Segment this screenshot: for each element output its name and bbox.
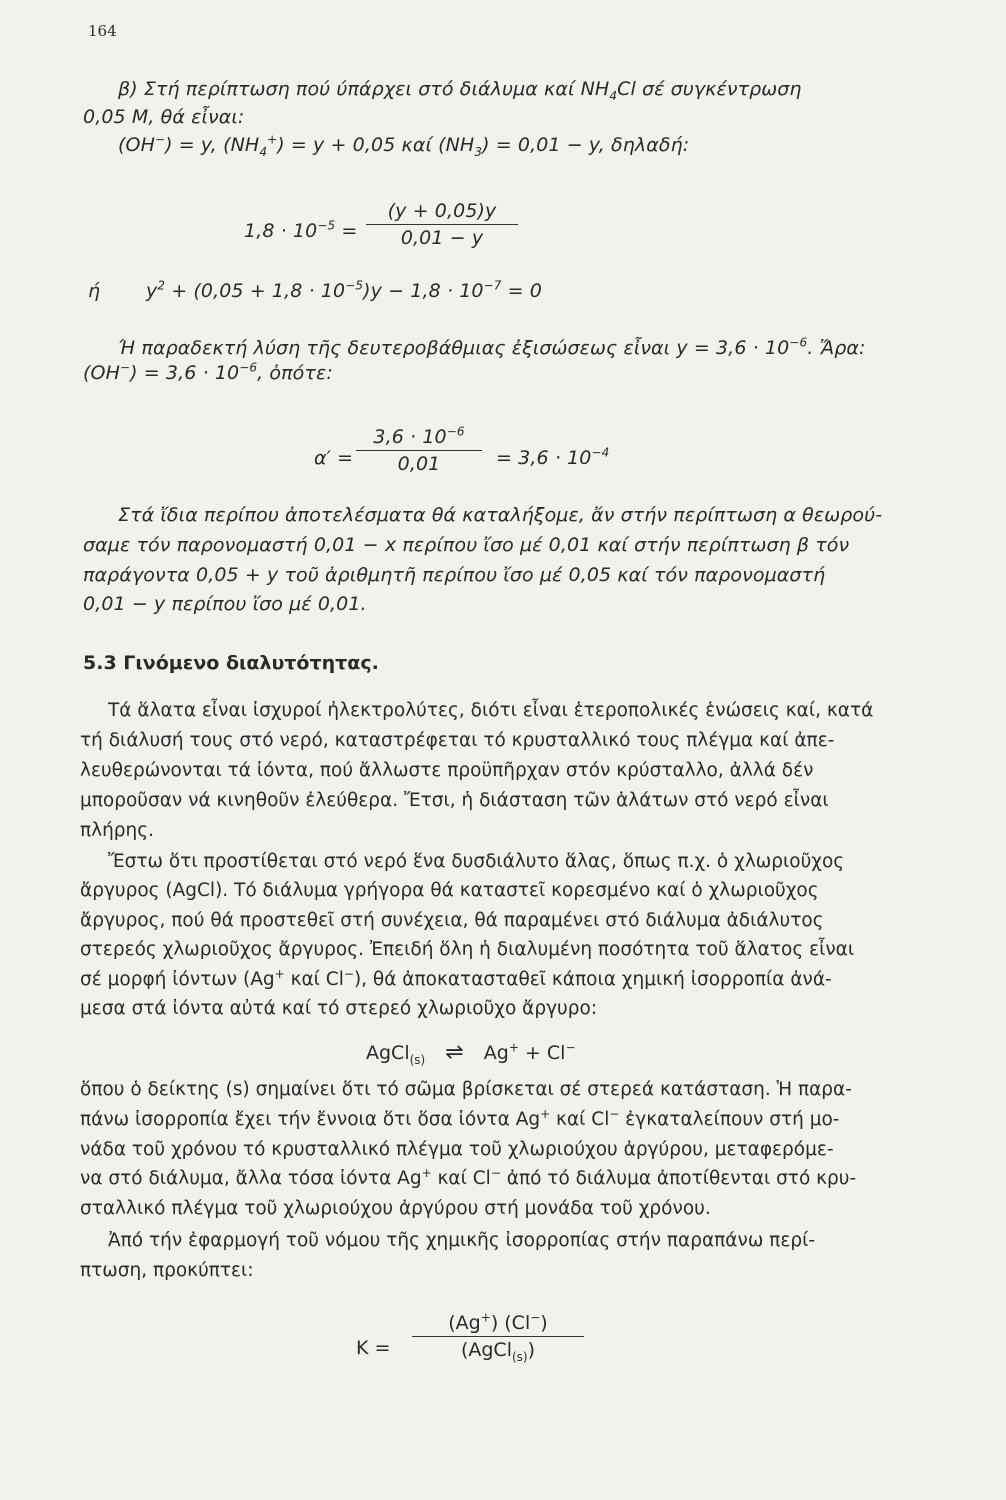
body-para3-line1: ὅπου ὁ δείκτης (s) σημαίνει ὅτι τό σῶμα βρίσκεται σέ στερεά κατάσταση. Ἡ παρα- (80, 1079, 852, 1100)
body-para3-line3: νάδα τοῦ χρόνου τό κρυσταλλικό πλέγμα τοῦ χλωριούχου ἀργύρου, μεταφερόμε- (80, 1139, 834, 1160)
section-heading: 5.3 Γινόμενο διαλυτότητας. (83, 652, 379, 674)
approx-para-line2: σαμε τόν παρονομαστή 0,01 − x περίπου ἴσο μέ 0,01 καί στήν περίπτωση β τόν (83, 534, 850, 556)
k-fraction (412, 1310, 584, 1364)
eq3-fraction (356, 426, 482, 475)
solution-line1: Ή παραδεκτή λύση τῆς δευτεροβάθμιας ἐξισώσεως εἶναι $y = 3,6 \cdot 10^{-6}$. Ἄρα: (118, 335, 866, 359)
eq3-lhs: α′ = (314, 447, 354, 469)
eq2: $y^2 + (0,05 + 1,8 \cdot 10^{-5})y - 1,8 \cdot 10^{-7} = 0$ (146, 278, 542, 302)
solution-line2: $(OH^-) = 3,6 \cdot 10^{-6}$, ὁπότε: (83, 360, 333, 384)
part-b-line3: (OH−) = y, $(NH_4^+) = y + 0,05$ καί $(NH_3) = 0,01 - y$, δηλαδή: (118, 132, 690, 159)
body-para2-line5: σέ μορφή ἰόντων (Ag+ καί Cl−), θά ἀποκατασταθεῖ κάποια χημική ἰσορροπία ἀνά- (80, 966, 832, 990)
body-para3-line5: σταλλικό πλέγμα τοῦ χλωριούχου ἀργύρου στή μονάδα τοῦ χρόνου. (80, 1198, 711, 1219)
body-para1-line5: πλήρης. (80, 820, 155, 841)
reaction: AgCl$_{(s)}$ ⇌ Ag+ + Cl− (366, 1040, 576, 1067)
body-para2-line2: ἄργυρος (AgCl). Τό διάλυμα γρήγορα θά καταστεῖ κορεσμένο καί ὁ χλωριοῦχος (80, 880, 819, 901)
eq1-numerator: (y + 0,05)y (387, 200, 497, 222)
body-para3-line2: πάνω ἰσορροπία ἔχει τήν ἔννοια ὅτι ὅσα ἰόντα Ag+ καί Cl− ἐγκαταλείπουν στή μο- (80, 1106, 840, 1130)
eq2-or: ή (88, 280, 101, 302)
page-number: 164 (88, 22, 117, 40)
body-para1-line2: τή διάλυσή τους στό νερό, καταστρέφεται τό κρυσταλλικό τους πλέγμα καί ἀπε- (80, 730, 835, 751)
approx-para-line4: 0,01 − y περίπου ἴσο μέ 0,01. (83, 593, 367, 615)
eq1-fraction-bar (366, 224, 518, 225)
equilibrium-arrow-icon: ⇌ (445, 1040, 464, 1065)
body-para2-line1: Ἔστω ὅτι προστίθεται στό νερό ἕνα δυσδιάλυτο ἅλας, ὅπως π.χ. ὁ χλωριοῦχος (108, 851, 845, 872)
body-para1-line1: Τά ἅλατα εἶναι ἰσχυροί ἠλεκτρολύτες, διότι εἶναι ἑτεροπολικές ἑνώσεις καί, κατά (108, 700, 874, 721)
k-numerator: (Ag+) (Cl−) (448, 1310, 548, 1334)
k-fraction-bar (412, 1336, 584, 1337)
body-para3-line4: να στό διάλυμα, ἄλλα τόσα ἰόντα Ag+ καί Cl− ἀπό τό διάλυμα ἀποτίθενται στό κρυ- (80, 1165, 857, 1189)
eq3-fraction-bar (356, 450, 482, 451)
approx-para-line3: παράγοντα 0,05 + y τοῦ ἀριθμητῆ περίπου ἴσο μέ 0,05 καί τόν παρονομαστή (83, 564, 826, 586)
eq3-numerator: $3,6 \cdot 10^{-6}$ (373, 424, 465, 448)
eq3-denominator: 0,01 (397, 453, 441, 475)
body-para4-line1: Ἀπό τήν ἐφαρμογή τοῦ νόμου τῆς χημικῆς ἰσορροπίας στήν παραπάνω περί- (108, 1230, 816, 1251)
body-para2-line6: μεσα στά ἰόντα αὐτά καί τό στερεό χλωριοῦχο ἄργυρο: (80, 998, 598, 1019)
part-b-line1: β) Στή περίπτωση πού ύπάρχει στό διάλυμα καί $NH_4Cl$ σέ συγκέντρωση (118, 78, 802, 103)
body-para2-line4: στερεός χλωριοῦχος ἄργυρος. Ἐπειδή ὅλη ἡ διαλυμένη ποσότητα τοῦ ἅλατος εἶναι (80, 939, 855, 960)
body-para2-line3: ἄργυρος, πού θά προστεθεῖ στή συνέχεια, θά παραμένει στό διάλυμα ἀδιάλυτος (80, 910, 824, 931)
eq3-rhs: = $3,6 \cdot 10^{-4}$ (496, 445, 610, 469)
eq1-denominator: 0,01 − y (400, 227, 484, 249)
eq1-fraction (366, 200, 518, 249)
body-para1-line4: μποροῦσαν νά κινηθοῦν ἐλεύθερα. Ἔτσι, ἡ διάσταση τῶν ἁλάτων στό νερό εἶναι (80, 790, 829, 811)
eq1-lhs: $1,8 \cdot 10^{-5}$ = (244, 218, 358, 242)
body-para1-line3: λευθερώνονται τά ἰόντα, πού ἄλλωστε προϋπῆρχαν στόν κρύσταλλο, ἀλλά δέν (80, 760, 814, 781)
k-lhs: K = (356, 1337, 391, 1359)
approx-para-line1: Στά ἴδια περίπου ἀποτελέσματα θά καταλήξομε, ἄν στήν περίπτωση α θεωρού- (118, 504, 883, 526)
body-para4-line2: πτωση, προκύπτει: (80, 1260, 254, 1281)
k-denominator: (AgCl$_{(s)}$) (460, 1339, 536, 1364)
part-b-line2: 0,05 M, θά εἶναι: (83, 106, 245, 128)
